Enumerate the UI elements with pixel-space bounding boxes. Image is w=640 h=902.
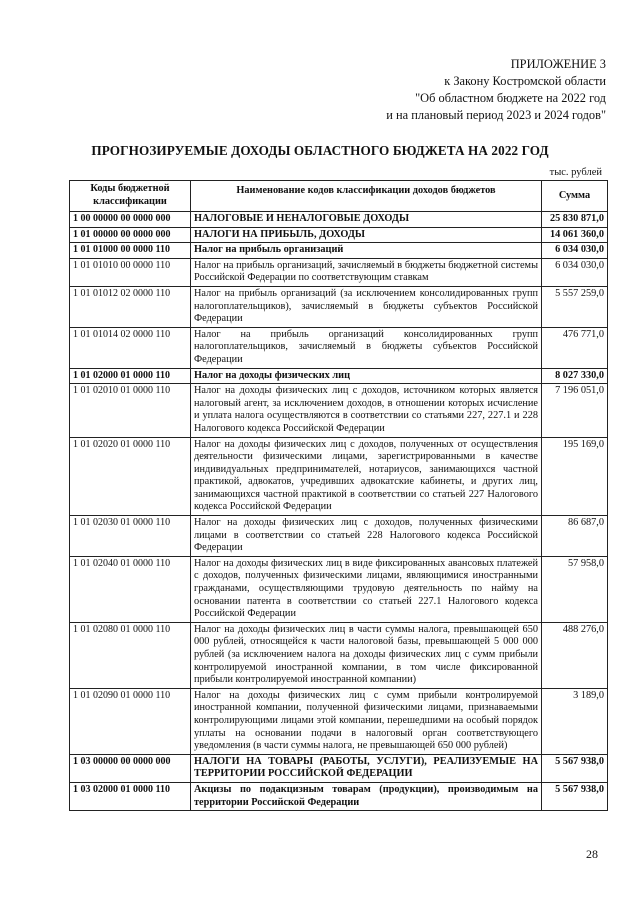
code-cell: 1 01 02000 01 0000 110 bbox=[70, 368, 191, 384]
code-cell: 1 01 01000 00 0000 110 bbox=[70, 243, 191, 259]
header-sum: Сумма bbox=[542, 181, 608, 212]
name-cell: Налог на доходы физических лиц в виде фиксированных авансовых платежей с доходов, полученных физическими лицами, являющимися иностранными гражданами, осуществляющими трудовую деятельность по найму на основании патента в соответствии со статьей 227.1 Налогового кодекса Российской Федерации bbox=[191, 556, 542, 622]
name-cell: Налог на доходы физических лиц bbox=[191, 368, 542, 384]
sum-cell: 5 567 938,0 bbox=[542, 754, 608, 782]
table-row bbox=[70, 782, 608, 810]
sum-cell: 57 958,0 bbox=[542, 556, 608, 622]
name-cell: НАЛОГОВЫЕ И НЕНАЛОГОВЫЕ ДОХОДЫ bbox=[191, 212, 542, 228]
code-cell: 1 01 00000 00 0000 000 bbox=[70, 227, 191, 243]
code-cell: 1 01 02010 01 0000 110 bbox=[70, 384, 191, 437]
table-row bbox=[70, 754, 608, 782]
unit-label: тыс. рублей bbox=[549, 167, 602, 178]
table-row bbox=[70, 212, 608, 228]
name-cell: Налог на прибыль организаций, зачисляемый в бюджеты бюджетной системы Российской Федерации по соответствующим ставкам bbox=[191, 258, 542, 286]
table-row bbox=[70, 516, 608, 557]
sum-cell: 476 771,0 bbox=[542, 327, 608, 368]
name-cell: Налог на доходы физических лиц с сумм прибыли контролируемой иностранной компании, полученной физическими лицами, признаваемыми контролирующими лицами этой компании, перешедшими на особый порядок уплаты на основании подачи в налоговый орган соответствующего уведомления (в части суммы налога, не превышающей 650 000 рублей) bbox=[191, 688, 542, 754]
table-row bbox=[70, 688, 608, 754]
appendix-line-3: "Об областном бюджете на 2022 год bbox=[415, 91, 606, 105]
name-cell: Налог на прибыль организаций консолидированных групп налогоплательщиков, зачисляемый в бюджеты субъектов Российской Федерации bbox=[191, 327, 542, 368]
name-cell: Налог на доходы физических лиц с доходов, источником которых является налоговый агент, за исключением доходов, в отношении которых исчисление и уплата налога осуществляются в соответствии со статьями 227, 227.1 и 228 Налогового кодекса Российской Федерации bbox=[191, 384, 542, 437]
name-cell: Налог на доходы физических лиц в части суммы налога, превышающей 650 000 рублей, относящейся к части налоговой базы, превышающей 5 000 000 рублей (за исключением налога на доходы физических лиц с сумм прибыли контролируемой иностранной компании, в том числе фиксированной прибыли контролируемой иностранной компании) bbox=[191, 622, 542, 688]
sum-cell: 3 189,0 bbox=[542, 688, 608, 754]
table-body bbox=[70, 212, 608, 811]
sum-cell: 25 830 871,0 bbox=[542, 212, 608, 228]
code-cell: 1 00 00000 00 0000 000 bbox=[70, 212, 191, 228]
revenue-table bbox=[69, 180, 608, 811]
table-row bbox=[70, 384, 608, 437]
sum-cell: 8 027 330,0 bbox=[542, 368, 608, 384]
sum-cell: 6 034 030,0 bbox=[542, 243, 608, 259]
appendix-line-2: к Закону Костромской области bbox=[444, 74, 606, 88]
code-cell: 1 01 02020 01 0000 110 bbox=[70, 437, 191, 516]
name-cell: Налог на доходы физических лиц с доходов, полученных физическими лицами в соответствии со статьей 228 Налогового кодекса Российской Федерации bbox=[191, 516, 542, 557]
code-cell: 1 01 02080 01 0000 110 bbox=[70, 622, 191, 688]
name-cell: Акцизы по подакцизным товарам (продукции), производимым на территории Российской Федерации bbox=[191, 782, 542, 810]
name-cell: НАЛОГИ НА ТОВАРЫ (РАБОТЫ, УСЛУГИ), РЕАЛИЗУЕМЫЕ НА ТЕРРИТОРИИ РОССИЙСКОЙ ФЕДЕРАЦИИ bbox=[191, 754, 542, 782]
sum-cell: 5 557 259,0 bbox=[542, 286, 608, 327]
header-name: Наименование кодов классификации доходов бюджетов bbox=[191, 181, 542, 212]
appendix-line-1: ПРИЛОЖЕНИЕ 3 bbox=[510, 57, 606, 71]
code-cell: 1 01 01012 02 0000 110 bbox=[70, 286, 191, 327]
code-cell: 1 01 02090 01 0000 110 bbox=[70, 688, 191, 754]
name-cell: Налог на прибыль организаций (за исключением консолидированных групп налогоплательщиков), зачисляемый в бюджеты субъектов Российской Федерации bbox=[191, 286, 542, 327]
name-cell: НАЛОГИ НА ПРИБЫЛЬ, ДОХОДЫ bbox=[191, 227, 542, 243]
appendix-line-4: и на плановый период 2023 и 2024 годов" bbox=[386, 108, 606, 122]
code-cell: 1 03 00000 00 0000 000 bbox=[70, 754, 191, 782]
name-cell: Налог на доходы физических лиц с доходов, полученных от осуществления деятельности физическими лицами, зарегистрированными в качестве индивидуальных предпринимателей, нотариусов, занимающихся частной практикой, адвокатов, учредивших адвокатские кабинеты, и других лиц, занимающихся частной практикой в соответствии со статьей 227 Налогового кодекса Российской Федерации bbox=[191, 437, 542, 516]
sum-cell: 86 687,0 bbox=[542, 516, 608, 557]
table-row bbox=[70, 622, 608, 688]
table-row bbox=[70, 327, 608, 368]
table-row bbox=[70, 243, 608, 259]
code-cell: 1 01 02030 01 0000 110 bbox=[70, 516, 191, 557]
page-number: 28 bbox=[586, 847, 598, 861]
sum-cell: 7 196 051,0 bbox=[542, 384, 608, 437]
table-row bbox=[70, 258, 608, 286]
appendix-header bbox=[386, 56, 606, 124]
table-row bbox=[70, 437, 608, 516]
table-row bbox=[70, 368, 608, 384]
sum-cell: 195 169,0 bbox=[542, 437, 608, 516]
header-code: Коды бюджетной классификации bbox=[70, 181, 191, 212]
sum-cell: 488 276,0 bbox=[542, 622, 608, 688]
name-cell: Налог на прибыль организаций bbox=[191, 243, 542, 259]
code-cell: 1 03 02000 01 0000 110 bbox=[70, 782, 191, 810]
sum-cell: 14 061 360,0 bbox=[542, 227, 608, 243]
code-cell: 1 01 01014 02 0000 110 bbox=[70, 327, 191, 368]
sum-cell: 5 567 938,0 bbox=[542, 782, 608, 810]
code-cell: 1 01 02040 01 0000 110 bbox=[70, 556, 191, 622]
table-row bbox=[70, 227, 608, 243]
table-row bbox=[70, 286, 608, 327]
table-header-row bbox=[70, 181, 608, 212]
sum-cell: 6 034 030,0 bbox=[542, 258, 608, 286]
document-title: ПРОГНОЗИРУЕМЫЕ ДОХОДЫ ОБЛАСТНОГО БЮДЖЕТА НА 2022 ГОД bbox=[91, 143, 549, 158]
code-cell: 1 01 01010 00 0000 110 bbox=[70, 258, 191, 286]
table-row bbox=[70, 556, 608, 622]
